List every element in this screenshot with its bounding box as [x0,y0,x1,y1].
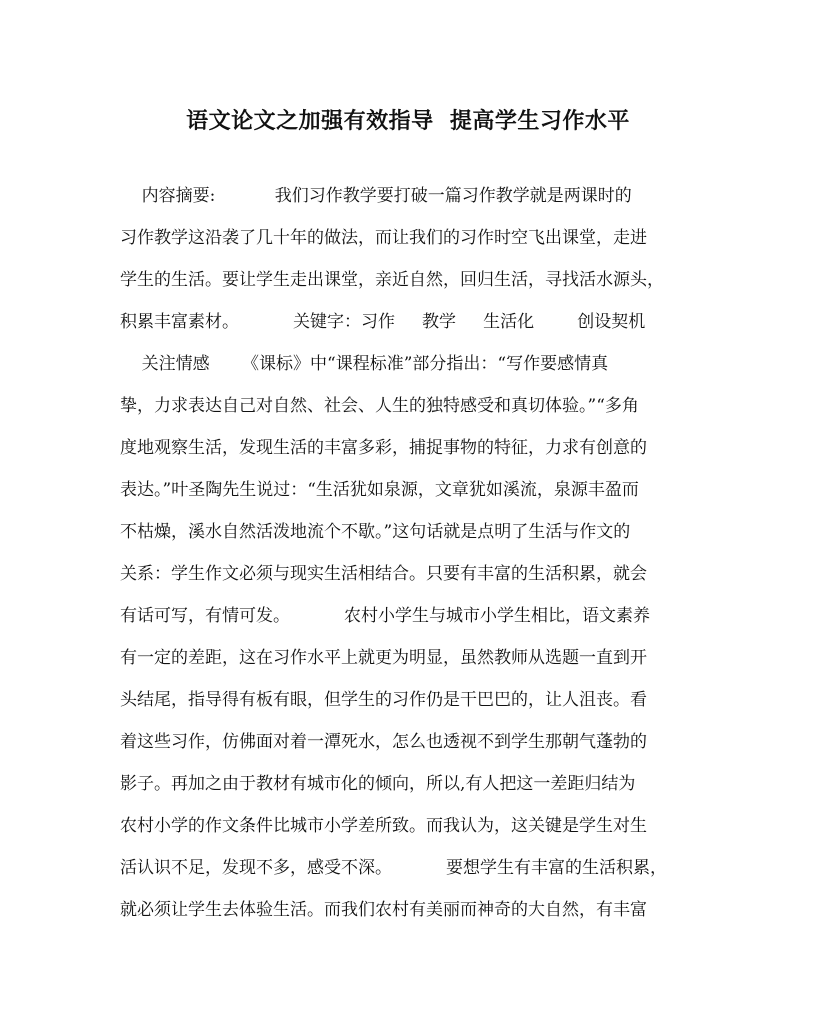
body-line: 挚，力求表达自己对自然、社会、人生的独特感受和真切体验。”“多角 [120,396,639,416]
body-line: 关系：学生作文必须与现实生活相结合。只要有丰富的生活积累，就会 [120,564,647,584]
body-line: 积累丰富素材。 关键字：习作 教学 生活化 创设契机 [120,312,646,332]
body-line: 有话可写，有情可发。 农村小学生与城市小学生相比，语文素养 [120,606,651,626]
body-line: 着这些习作，仿佛面对着一潭死水，怎么也透视不到学生那朝气蓬勃的 [120,732,647,752]
body-line: 农村小学的作文条件比城市小学差所致。而我认为，这关键是学生对生 [120,816,647,836]
body-line: 就必须让学生去体验生活。而我们农村有美丽而神奇的大自然，有丰富 [120,900,647,920]
body-line: 内容摘要: 我们习作教学要打破一篇习作教学就是两课时的 [120,186,632,206]
body-line: 活认识不足，发现不多，感受不深。 要想学生有丰富的生活积累， [120,858,668,878]
body-line: 度地观察生活，发现生活的丰富多彩，捕捉事物的特征，力求有创意的 [120,438,647,458]
document-title: 语文论文之加强有效指导 提高学生习作水平 [186,108,630,134]
body-line: 头结尾，指导得有板有眼，但学生的习作仍是干巴巴的，让人沮丧。看 [120,690,647,710]
body-line: 关注情感 《课标》中“课程标准”部分指出：“写作要感情真 [120,354,609,374]
body-line: 影子。再加之由于教材有城市化的倾向，所以,有人把这一差距归结为 [120,774,636,794]
body-line: 不枯燥，溪水自然活泼地流个不歇。”这句话就是点明了生活与作文的 [120,522,631,542]
body-line: 表达。”叶圣陶先生说过：“生活犹如泉源，文章犹如溪流，泉源丰盈而 [120,480,639,500]
body-line: 学生的生活。要让学生走出课堂，亲近自然，回归生活，寻找活水源头， [120,270,664,290]
body-line: 习作教学这沿袭了几十年的做法，而让我们的习作时空飞出课堂，走进 [120,228,647,248]
body-line: 有一定的差距，这在习作水平上就更为明显，虽然教师从选题一直到开 [120,648,647,668]
